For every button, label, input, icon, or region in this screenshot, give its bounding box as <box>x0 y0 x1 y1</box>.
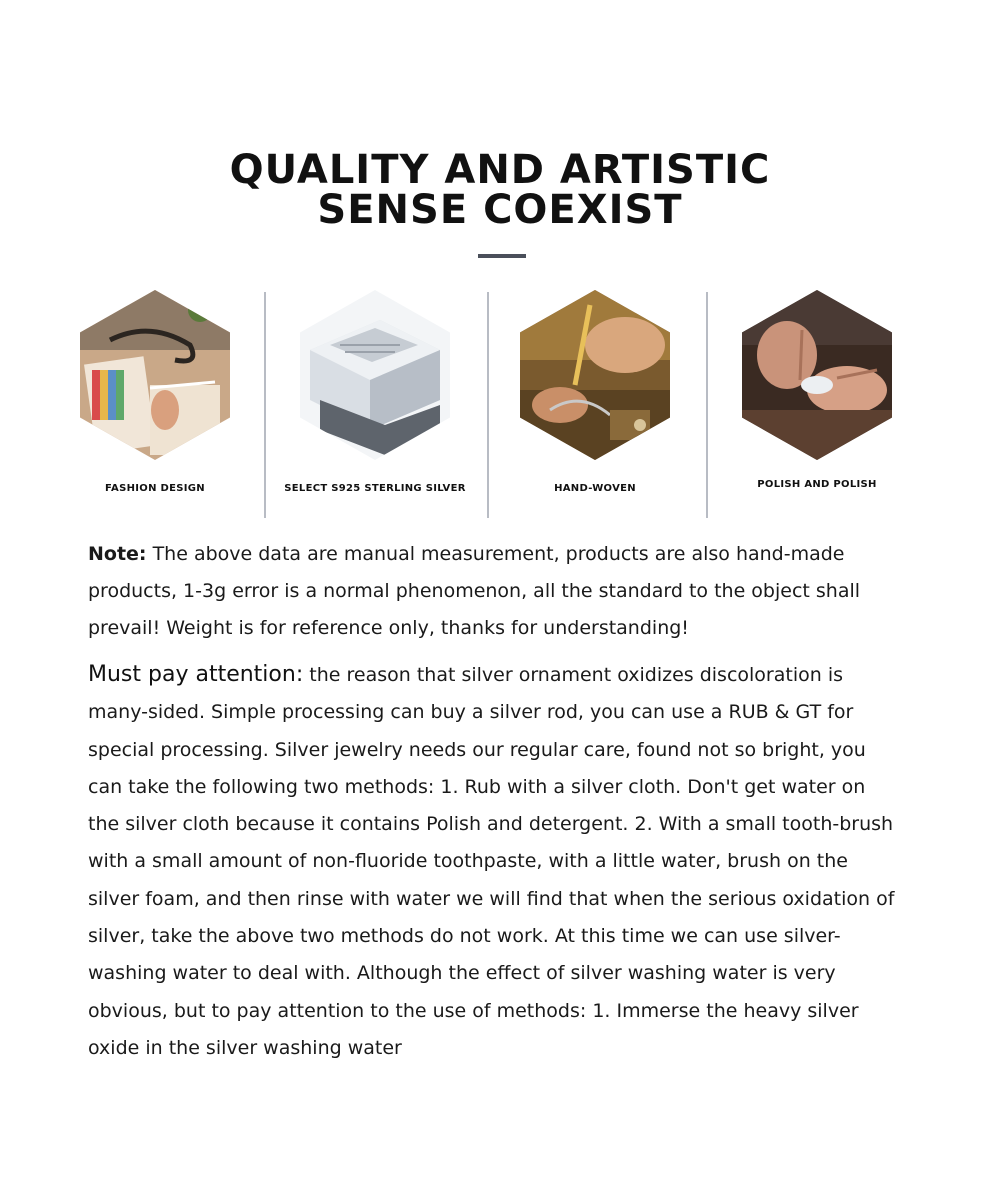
note-paragraph <box>88 536 898 647</box>
feature-label: POLISH AND POLISH <box>757 479 877 490</box>
title-underline <box>478 254 526 258</box>
feature-sterling-silver <box>265 290 485 515</box>
attention-text: the reason that silver ornament oxidizes discoloration is many-sided. Simple processing can buy a silver rod, you can use a RUB & GT for special processing. Silver jewelry needs our regular care, found not so bright, you can take the following two methods: 1. Rub with a silver cloth. Don't get water on the silver cloth because it contains Polish and detergent. 2. With a small tooth-brush with a small amount of non-fluoride toothpaste, with a little water, brush on the silver foam, and then rinse with water we will find that when the serious oxidation of silver, take the above two methods do not work. At this time we can use silver-washing water to deal with. Although the effect of silver washing water is very obvious, but to pay attention to the use of methods: 1. Immerse the heavy silver oxide in the silver washing water <box>88 664 895 1059</box>
design-sketch-icon <box>80 290 230 460</box>
note-lead: Note: <box>88 543 147 565</box>
note-text: The above data are manual measurement, products are also hand-made products, 1-3g error is a normal phenomenon, all the standard to the object shall prevail! Weight is for reference only, thanks for understanding! <box>88 543 861 639</box>
feature-fashion-design <box>45 290 265 515</box>
feature-label: FASHION DESIGN <box>105 483 205 494</box>
polishing-hands-icon <box>742 290 892 460</box>
feature-label: SELECT S925 STERLING SILVER <box>284 483 466 494</box>
page-title <box>0 147 1000 233</box>
silver-bar-icon <box>300 290 450 460</box>
hand-weaving-icon <box>520 290 670 460</box>
attention-lead: Must pay attention: <box>88 662 304 687</box>
title-line-2: SENSE COEXIST <box>317 187 683 233</box>
feature-polish <box>707 290 927 515</box>
title-line-1: QUALITY AND ARTISTIC <box>229 147 771 193</box>
feature-hand-woven <box>485 290 705 515</box>
feature-label: HAND-WOVEN <box>554 483 636 494</box>
attention-paragraph <box>88 656 898 1067</box>
